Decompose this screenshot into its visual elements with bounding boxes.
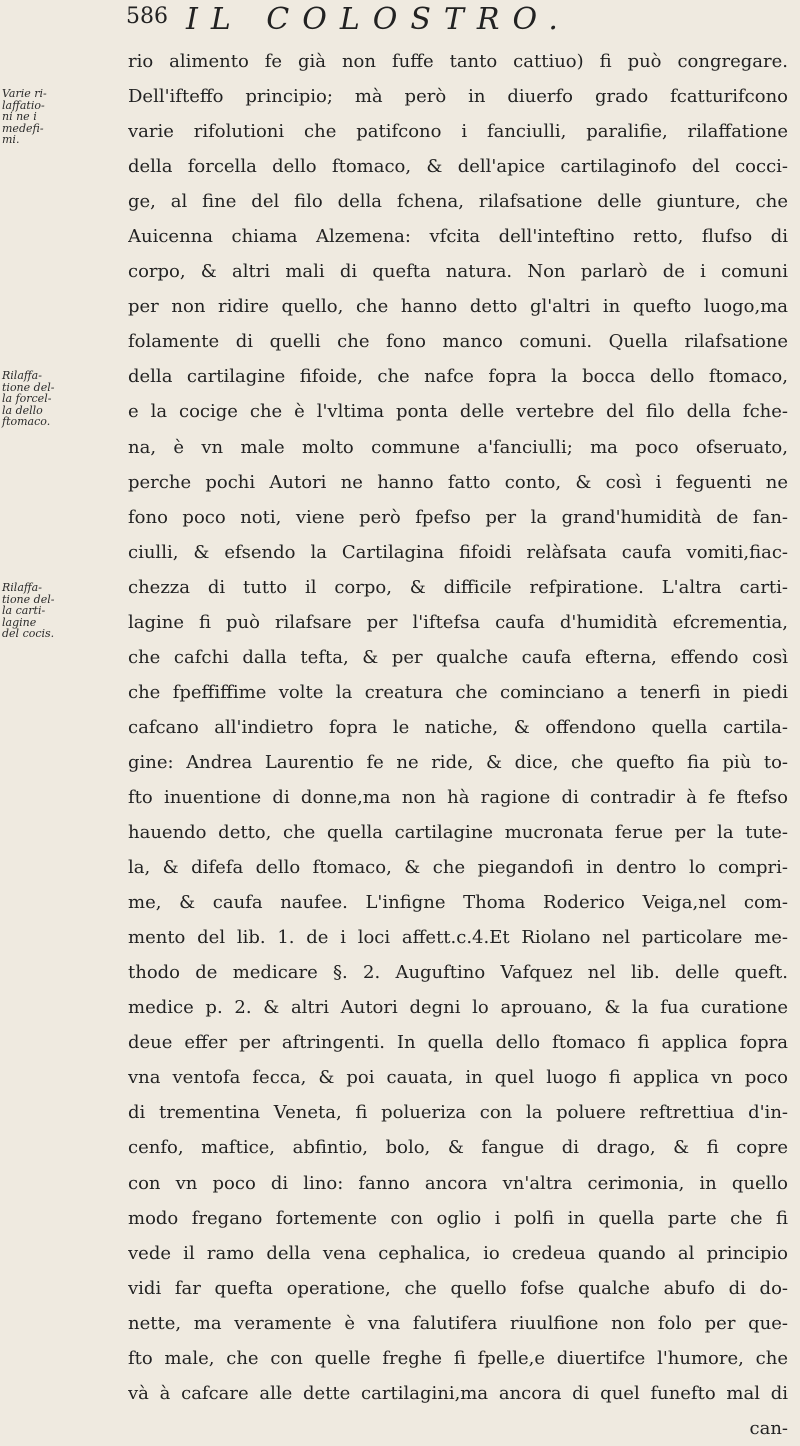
text-line: perche pochi Autori ne hanno fatto conto, & così i feguenti ne — [128, 471, 788, 493]
text-line: Auicenna chiama Alzemena: vfcita dell'inteftino retto, flufso di — [128, 226, 788, 248]
text-line: ciulli, & efsendo la Cartilagina fifoidi relàfsata caufa vomiti,fiac- — [128, 541, 788, 563]
margin-note-forcella — [2, 370, 120, 428]
running-title: IL COLOSTRO. — [186, 2, 571, 37]
margin-note-text: Rilaffa- tione del- la carti- lagine del cocis. — [2, 581, 55, 640]
text-line: corpo, & altri mali di quefta natura. Non parlarò de i comuni — [128, 261, 788, 283]
text-line: e la cocige che è l'vltima ponta delle vertebre del filo della fche- — [128, 401, 788, 423]
page-number: 586 — [126, 4, 168, 29]
text-line: hauendo detto, che quella cartilagine mucronata ferue per la tute- — [128, 822, 788, 844]
text-line: per non ridire quello, che hanno detto gl'altri in quefto luogo,ma — [128, 296, 788, 318]
text-line: me, & caufa naufee. L'infigne Thoma Roderico Veiga,nel com- — [128, 892, 788, 914]
text-line: gine: Andrea Laurentio fe ne ride, & dice, che quefto fia più to- — [128, 751, 788, 773]
text-line: folamente di quelli che fono manco comuni. Quella rilafsatione — [128, 331, 788, 353]
text-line: medice p. 2. & altri Autori degni lo aprouano, & la fua curatione — [128, 997, 788, 1019]
text-line: fto inuentione di donne,ma non hà ragione di contradir à fe ftefso — [128, 786, 788, 808]
text-line: fono poco noti, viene però fpefso per la grand'humidità de fan- — [128, 506, 788, 528]
margin-note-cartilagine — [2, 582, 120, 640]
text-line: fto male, che con quelle freghe fi fpelle,e diuertifce l'humore, che — [128, 1347, 788, 1369]
margin-note-text: Rilaffa- tione del- la forcel- la dello ftomaco. — [2, 369, 55, 428]
text-line: che fpeffiffime volte la creatura che cominciano a tenerfi in piedi — [128, 681, 788, 703]
text-line: can- — [749, 1417, 788, 1439]
margin-note-varie-rilassatione — [2, 88, 120, 146]
text-line: cenfo, maftice, abfintio, bolo, & fangue di drago, & fi copre — [128, 1137, 788, 1159]
text-line: rio alimento fe già non fuffe tanto cattiuo) fi può congregare. — [128, 51, 788, 72]
text-line: mento del lib. 1. de i loci affett.c.4.Et Riolano nel particolare me- — [128, 927, 788, 949]
text-line: vidi far quefta operatione, che quello fofse qualche abufo di do- — [128, 1277, 788, 1299]
text-line: della forcella dello ftomaco, & dell'apice cartilaginofo del cocci- — [128, 156, 788, 178]
text-line: che cafchi dalla tefta, & per qualche caufa efterna, effendo così — [128, 646, 788, 668]
text-line: vna ventofa fecca, & poi cauata, in quel luogo fi applica vn poco — [128, 1067, 788, 1089]
margin-note-text: Varie ri- laffatio- ni ne i medefi- mi. — [2, 87, 47, 146]
text-line: varie rifolutioni che patifcono i fanciulli, paralifie, rilaffatione — [128, 121, 788, 143]
page-header — [126, 2, 786, 37]
text-line: con vn poco di lino: fanno ancora vn'altra cerimonia, in quello — [128, 1172, 788, 1194]
text-line: vede il ramo della vena cephalica, io credeua quando al principio — [128, 1242, 788, 1264]
page-body-text — [128, 44, 788, 1446]
text-line: della cartilagine fifoide, che nafce fopra la bocca dello ftomaco, — [128, 366, 788, 388]
text-line: Dell'ifteffo principio; mà però in diuerfo grado fcatturifcono — [128, 86, 788, 108]
text-line: ge, al fine del filo della fchena, rilafsatione delle giunture, che — [128, 191, 788, 213]
text-line: di trementina Veneta, fi polueriza con la poluere reftrettiua d'in- — [128, 1102, 788, 1124]
text-line: nette, ma veramente è vna falutifera riuulfione non folo per que- — [128, 1312, 788, 1334]
text-line: chezza di tutto il corpo, & difficile refpiratione. L'altra carti- — [128, 576, 788, 598]
text-line: và à cafcare alle dette cartilagini,ma ancora di quel funefto mal di — [128, 1382, 788, 1404]
text-line: cafcano all'indietro fopra le natiche, & offendono quella cartila- — [128, 716, 788, 738]
text-line: lagine fi può rilafsare per l'iftefsa caufa d'humidità efcrementia, — [128, 611, 788, 633]
text-line: la, & difefa dello ftomaco, & che piegandofi in dentro lo compri- — [128, 857, 788, 879]
text-line: thodo de medicare §. 2. Auguftino Vafquez nel lib. delle queft. — [128, 962, 788, 984]
text-line: deue effer per aftringenti. In quella dello ftomaco fi applica fopra — [128, 1032, 788, 1054]
text-line: na, è vn male molto commune a'fanciulli; ma poco ofseruato, — [128, 436, 788, 458]
text-line: modo fregano fortemente con oglio i polfi in quella parte che fi — [128, 1207, 788, 1229]
